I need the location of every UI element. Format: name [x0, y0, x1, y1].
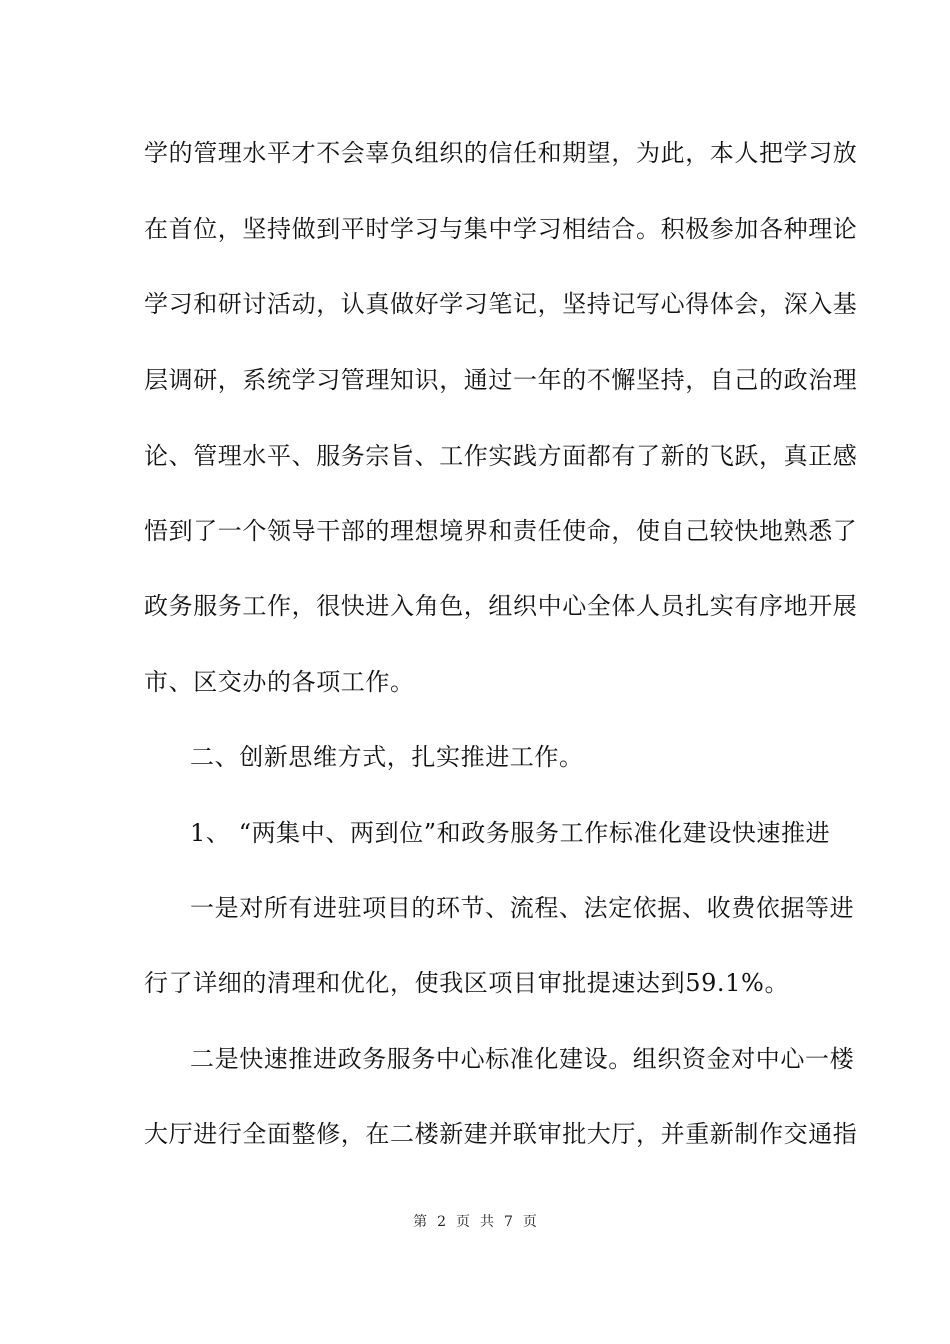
page-footer — [0, 1212, 950, 1232]
body-text-line: 一是对所有进驻项目的环节、流程、法定依据、收费依据等进 — [190, 894, 855, 922]
footer-total-prefix: 共 — [480, 1214, 494, 1230]
section-heading: 二、创新思维方式，扎实推进工作。 — [190, 743, 584, 771]
body-text-line: 在首位，坚持做到平时学习与集中学习相结合。积极参加各种理论 — [144, 215, 858, 243]
page-number: 2 — [437, 1214, 446, 1230]
footer-page-unit: 页 — [456, 1214, 470, 1230]
body-text-line: 层调研，系统学习管理知识，通过一年的不懈坚持，自己的政治理 — [144, 366, 858, 394]
total-pages: 7 — [504, 1214, 513, 1230]
body-text-line: 二是快速推进政务服务中心标准化建设。组织资金对中心一楼 — [190, 1045, 855, 1073]
subsection-heading: 1、 “两集中、两到位”和政务服务工作标准化建设快速推进 — [190, 819, 831, 847]
body-text-line: 市、区交办的各项工作。 — [144, 668, 415, 696]
body-text-line: 行了详细的清理和优化，使我区项目审批提速达到59.1%。 — [144, 969, 790, 997]
body-text-line: 学习和研讨活动，认真做好学习笔记，坚持记写心得体会，深入基 — [144, 290, 858, 318]
body-text-line: 大厅进行全面整修，在二楼新建并联审批大厅，并重新制作交通指 — [144, 1120, 858, 1148]
body-text-line: 政务服务工作，很快进入角色，组织中心全体人员扎实有序地开展 — [144, 592, 858, 620]
footer-total-unit: 页 — [522, 1214, 537, 1230]
body-text-line: 论、管理水平、服务宗旨、工作实践方面都有了新的飞跃，真正感 — [144, 442, 858, 470]
body-text-line: 学的管理水平才不会辜负组织的信任和期望，为此，本人把学习放 — [144, 139, 858, 167]
footer-prefix: 第 — [413, 1214, 428, 1230]
body-text-line: 悟到了一个领导干部的理想境界和责任使命，使自己较快地熟悉了 — [144, 517, 858, 545]
